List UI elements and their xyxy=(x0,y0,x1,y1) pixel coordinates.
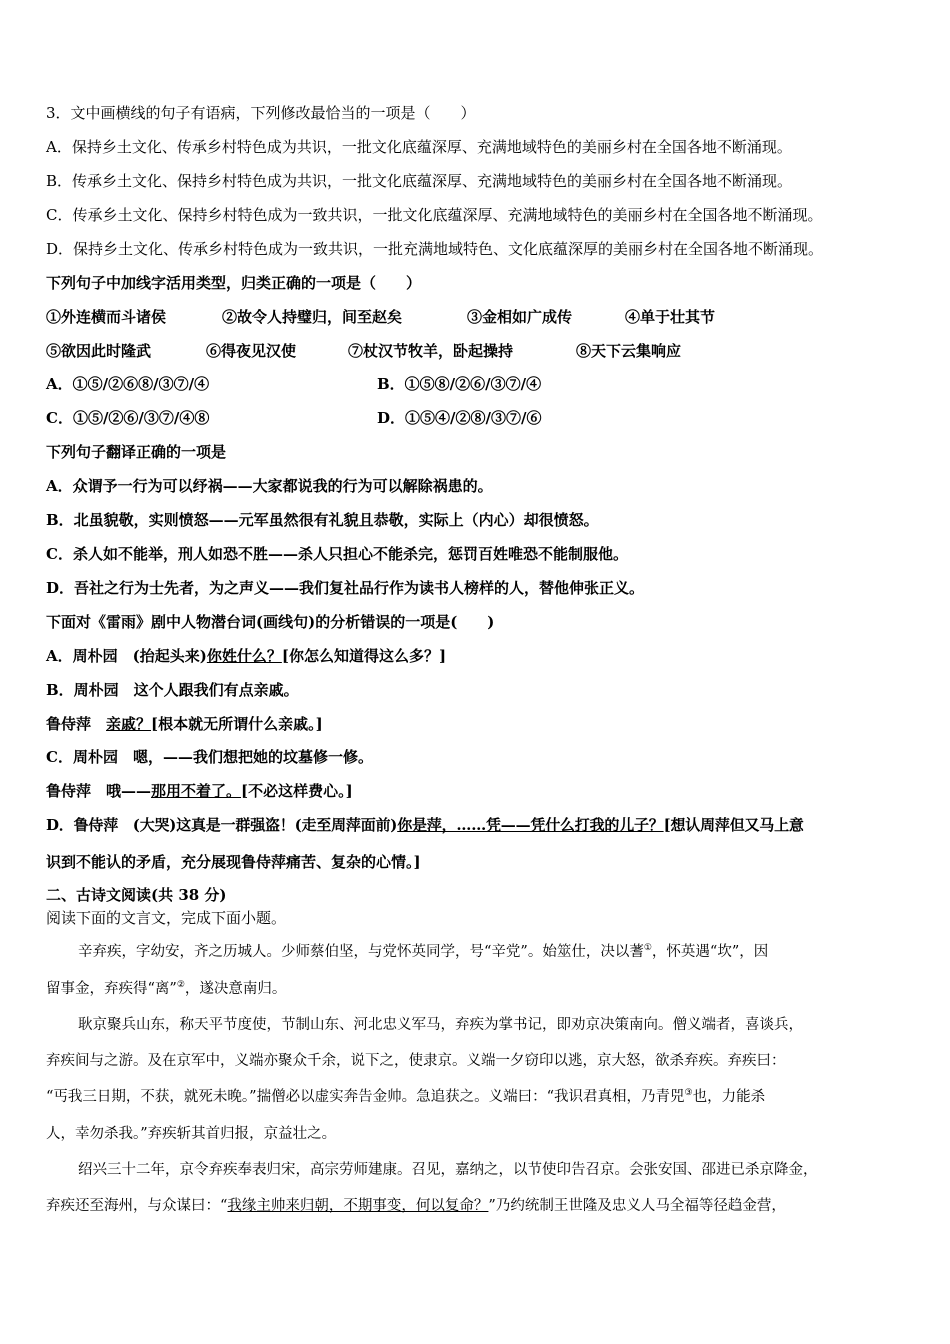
q6-option-d-continued: 识到不能认的矛盾，充分展现鲁侍萍痛苦、复杂的心情。] xyxy=(46,853,421,871)
q6-option-b-reply: 鲁侍萍 亲戚？[根本就无所谓什么亲戚。] xyxy=(46,715,323,733)
passage-p1-line1: 辛弃疾，字幼安，齐之历城人。少师蔡伯坚，与党怀英同学，号“辛党”。始筮仕，决以蓍①，怀英遇“坎”，因 xyxy=(78,943,769,960)
passage-underlined-sentence: 我缘主帅来归朝，不期事变，何以复命？ xyxy=(227,1198,489,1214)
q4-option-b: B．①⑤⑧/②⑥/③⑦/④ xyxy=(377,375,542,393)
q4-option-a: A．①⑤/②⑥⑧/③⑦/④ xyxy=(46,375,210,393)
q4-item-7: ⑦杖汉节牧羊，卧起操持 xyxy=(348,342,514,360)
section2-heading: 二、古诗文阅读(共 38 分) xyxy=(46,886,227,904)
q5-option-c: C．杀人如不能举，刑人如恐不胜——杀人只担心不能杀完，惩罚百姓唯恐不能制服他。 xyxy=(46,545,628,563)
q6-stem: 下面对《雷雨》剧中人物潜台词(画线句)的分析错误的一项是( ) xyxy=(46,613,495,631)
q3-option-b: B．传承乡土文化、保持乡村特色成为共识，一批文化底蕴深厚、充满地域特色的美丽乡村在全国各地不断涌现。 xyxy=(46,172,793,190)
q6-c-underlined-line: 那用不着了。 xyxy=(151,782,242,800)
section2-intro: 阅读下面的文言文，完成下面小题。 xyxy=(46,909,287,927)
q6-a-underlined-line: 你姓什么？ xyxy=(206,647,282,665)
q6-option-c: C．周朴园 嗯，——我们想把她的坟墓修一修。 xyxy=(46,748,373,766)
q4-option-c: C．①⑤/②⑥/③⑦/④⑧ xyxy=(46,409,210,427)
q6-option-d: D．鲁侍萍 (大哭)这真是一群强盗！(走至周萍面前)你是萍，……凭——凭什么打我的儿子？[想认周萍但又马上意 xyxy=(46,816,804,834)
passage-p2-line2: 弃疾间与之游。及在京军中，义端亦聚众千余，说下之，使隶京。义端一夕窃印以逃，京大怒，欲杀弃疾。弃疾曰： xyxy=(46,1053,786,1069)
q6-d-underlined-line: 你是萍，……凭——凭什么打我的儿子？ xyxy=(397,816,664,834)
q3-option-d: D．保持乡土文化、传承乡村特色成为一致共识，一批充满地域特色、文化底蕴深厚的美丽乡村在全国各地不断涌现。 xyxy=(46,240,824,258)
q4-item-6: ⑥得夜见汉使 xyxy=(206,342,297,360)
q3-stem: 3．文中画横线的句子有语病，下列修改最恰当的一项是（ ） xyxy=(46,104,476,122)
q3-option-a: A．保持乡土文化、传承乡村特色成为共识，一批文化底蕴深厚、充满地域特色的美丽乡村在全国各地不断涌现。 xyxy=(46,138,792,156)
passage-p3-line2: 弃疾还至海州，与众谋曰：“我缘主帅来归朝，不期事变，何以复命？”乃约统制王世隆及忠义人马全福等径趋金营， xyxy=(46,1198,786,1214)
passage-p2-line1: 耿京聚兵山东，称天平节度使，节制山东、河北忠义军马，弃疾为掌书记，即劝京决策南向。僧义端者，喜谈兵， xyxy=(78,1017,803,1033)
q6-option-a: A．周朴园 (抬起头来)你姓什么？[你怎么知道得这么多？] xyxy=(46,647,447,665)
passage-p3-line1: 绍兴三十二年，京令弃疾奉表归宋，高宗劳师建康。召见，嘉纳之，以节使印告召京。会张安国、邵进已杀京降金， xyxy=(78,1162,818,1178)
passage-p1-line2: 留事金，弃疾得“离”②，遂决意南归。 xyxy=(46,980,287,997)
q4-option-d: D．①⑤④/②⑧/③⑦/⑥ xyxy=(377,409,542,427)
q5-stem: 下列句子翻译正确的一项是 xyxy=(46,443,227,461)
q4-item-5: ⑤欲因此时隆武 xyxy=(46,342,152,360)
q4-item-2: ②故令人持璧归，间至赵矣 xyxy=(222,308,403,326)
q6-option-b: B．周朴园 这个人跟我们有点亲戚。 xyxy=(46,681,299,699)
q4-item-1: ①外连横而斗诸侯 xyxy=(46,308,167,326)
q3-option-c: C．传承乡土文化、保持乡村特色成为一致共识，一批文化底蕴深厚、充满地域特色的美丽乡村在全国各地不断涌现。 xyxy=(46,206,823,224)
q6-b-underlined-line: 亲戚？ xyxy=(106,715,152,733)
q4-item-4: ④单于壮其节 xyxy=(625,308,716,326)
q4-item-3: ③金相如广成传 xyxy=(467,308,573,326)
q6-option-c-reply: 鲁侍萍 哦——那用不着了。[不必这样费心。] xyxy=(46,782,353,800)
q5-option-d: D．吾社之行为士先者，为之声义——我们复社品行作为读书人榜样的人，替他伸张正义。 xyxy=(46,579,645,597)
q4-stem: 下列句子中加线字活用类型，归类正确的一项是（ ） xyxy=(46,274,422,292)
passage-p2-line4: 人，幸勿杀我。”弃疾斩其首归报，京益壮之。 xyxy=(46,1126,337,1142)
q5-option-b: B．北虽貌敬，实则愤怒——元军虽然很有礼貌且恭敬，实际上（内心）却很愤怒。 xyxy=(46,511,599,529)
passage-p2-line3: “丐我三日期，不获，就死未晚。”揣僧必以虚实奔告金帅。急追获之。义端曰：“我识君真相，乃青兕③也，力能杀 xyxy=(46,1088,766,1105)
q5-option-a: A．众谓予一行为可以纾祸——大家都说我的行为可以解除祸患的。 xyxy=(46,477,493,495)
q4-item-8: ⑧天下云集响应 xyxy=(576,342,682,360)
